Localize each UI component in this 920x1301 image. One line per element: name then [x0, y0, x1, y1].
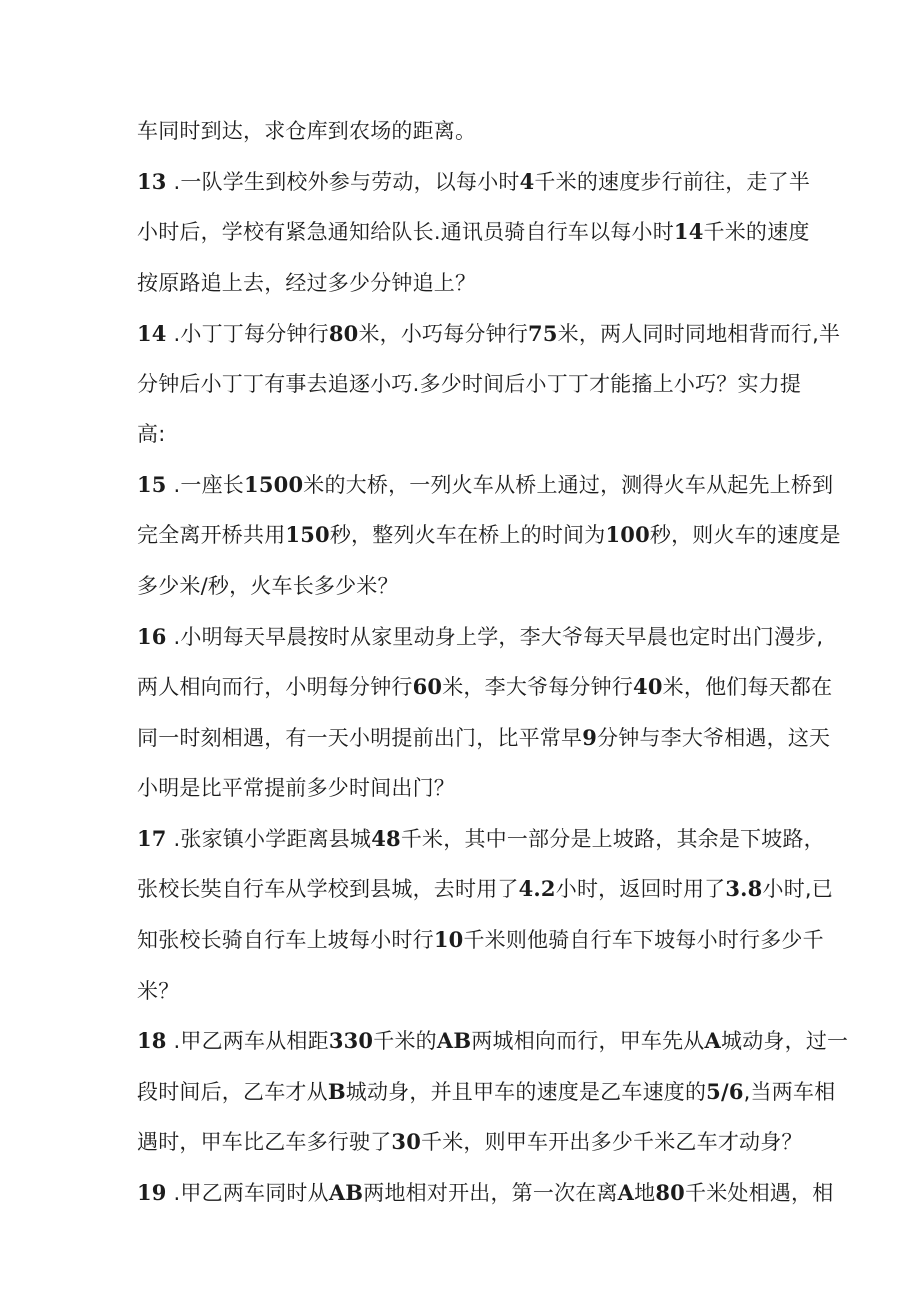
problem-18-line-1: 18 .甲乙两车从相距330千米的AB两城相向而行，甲车先从A城动身，过一: [137, 1028, 849, 1053]
text-line: 同一时刻相遇，有一天小明提前出门，比平常早9分钟与李大爷相遇，这天: [137, 725, 831, 750]
problem-14-line-1: 14 .小丁丁每分钟行80米，小巧每分钟行75米，两人同时同地相背而行,半: [137, 321, 841, 346]
text-line: 高:: [137, 422, 166, 446]
text-line: 段时间后，乙车才从B城动身，并且甲车的速度是乙车速度的5/6,当两车相: [137, 1079, 836, 1104]
text-line: 两人相向而行，小明每分钟行60米，李大爷每分钟行40米，他们每天都在: [137, 674, 833, 699]
text-line: 小时后，学校有紧急通知给队长.通讯员骑自行车以每小时14千米的速度: [137, 219, 810, 244]
text-line: 遇时，甲车比乙车多行驶了30千米，则甲车开出多少千米乙车才动身？: [137, 1129, 803, 1154]
text-line: 米？: [137, 979, 180, 1003]
text-line: 张校长奘自行车从学校到县城，去时用了4.2小时，返回时用了3.8小时,已: [137, 876, 833, 901]
text-line: 按原路追上去，经过多少分钟追上？: [137, 271, 477, 295]
text-line: 完全离开桥共用150秒，整列火车在桥上的时间为100秒，则火车的速度是: [137, 522, 841, 547]
problem-16-line-1: 16 .小明每天早晨按时从家里动身上学，李大爷每天早晨也定时出门漫步,: [137, 624, 824, 649]
text-line: 分钟后小丁丁有事去追逐小巧.多少时间后小丁丁才能搐上小巧？实力提: [137, 372, 802, 396]
problem-17-line-1: 17 .张家镇小学距离县城48千米，其中一部分是上坡路，其余是下坡路，: [137, 826, 825, 851]
problem-15-line-1: 15 .一座长1500米的大桥，一列火车从桥上通过，测得火车从起先上桥到: [137, 472, 834, 497]
text-line: 车同时到达，求仓库到农场的距离。: [137, 119, 477, 143]
text-line: 小明是比平常提前多少时间出门？: [137, 776, 455, 800]
text-line: 多少米/秒，火车长多少米？: [137, 574, 399, 598]
problem-13-line-1: 13 .一队学生到校外参与劳动，以每小时4千米的速度步行前往，走了半: [137, 169, 811, 194]
text-line: 知张校长骑自行车上坡每小时行10千米则他骑自行车下坡每小时行多少千: [137, 927, 824, 952]
problem-19-line-1: 19 .甲乙两车同时从AB两地相对开出，第一次在离A地80千米处相遇，相: [137, 1180, 834, 1205]
